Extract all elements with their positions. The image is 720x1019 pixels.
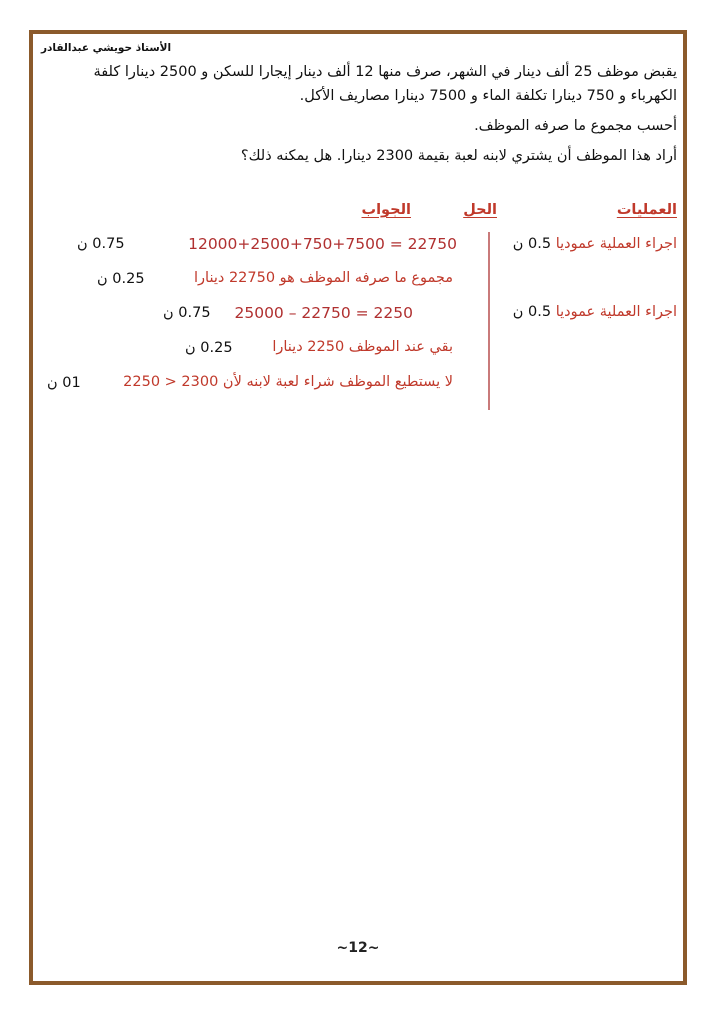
header-operations: العمليات [616,202,677,218]
answer-text: لا يستطيع الموظف شراء لعبة لابنه لأن 2300 < 2250 [123,374,453,390]
answer-equation-2 [234,304,413,322]
answer-points-4: 0.25 ن [185,340,233,356]
header-solution: الحل [463,202,497,218]
answer-points-2: 0.25 ن [97,271,145,287]
answer-points-1: 0.75 ن [77,236,125,252]
question-2: أراد هذا الموظف أن يشتري لابنه لعبة بقيمة 2300 دينارا. هل يمكنه ذلك؟ [240,148,677,164]
problem-line-1: يقبض موظف 25 ألف دينار في الشهر، صرف منها 12 ألف دينار إيجارا للسكن و 2500 دينارا كلفة [93,64,677,80]
answer-sentence-1 [194,270,453,286]
header-answer: الجواب [361,202,411,218]
answer-text: بقي عند الموظف 2250 دينارا [272,339,453,355]
answer-equation-1 [188,235,457,253]
operation-text: اجراء العملية عموديا [555,304,677,320]
page-number: ~12~ [336,940,380,956]
operation-step-2 [513,304,677,320]
operation-text: اجراء العملية عموديا [555,236,677,252]
answer-points-5: 01 ن [47,375,81,391]
operation-points: 0.5 ن [512,236,552,252]
answer-text: مجموع ما صرفه الموظف هو 22750 دينارا [194,270,453,286]
equation: 12000+2500+750+7500 = 22750 [188,235,457,253]
equation: 25000 – 22750 = 2250 [234,304,413,322]
operation-points: 0.5 ن [512,304,552,320]
operation-step-1 [513,236,677,252]
question-1: أحسب مجموع ما صرفه الموظف. [474,118,677,134]
author-name: الأستاذ حويشي عبدالقادر [41,42,172,54]
answer-points-3: 0.75 ن [163,305,211,321]
problem-line-2: الكهرباء و 750 دينارا تكلفة الماء و 7500 دينارا مصاريف الأكل. [299,88,677,104]
column-divider [488,232,490,410]
answer-sentence-2 [272,339,453,355]
page-frame [29,30,687,985]
answer-sentence-3 [123,374,453,390]
